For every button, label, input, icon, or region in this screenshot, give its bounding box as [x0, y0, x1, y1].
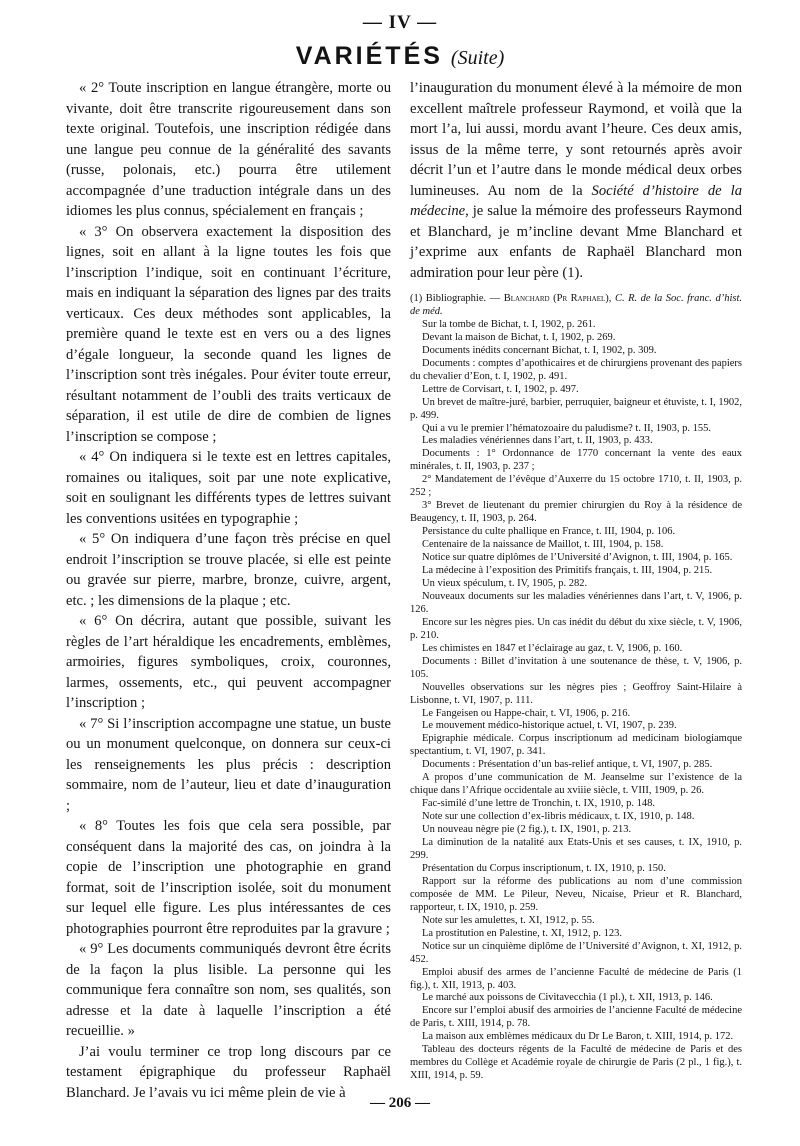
bibliography-entry: Documents inédits concernant Bichat, t. I, 1902, p. 309. [422, 344, 657, 356]
bibliography-entry: Encore sur l’emploi abusif des armoiries de l’ancienne Faculté de médecine de Paris, t. XIII, 1914, p. 78. [410, 1005, 742, 1030]
bibliography-entry: Le mouvement médico-historique actuel, t. VI, 1907, p. 239. [422, 720, 677, 732]
bibliography-entry: Nouveaux documents sur les maladies vénériennes dans l’art, t. V, 1906, p. 126. [410, 590, 742, 615]
bibliography-footnote [410, 293, 742, 1083]
bibliography-entry: Documents : Présentation d’un bas-relief antique, t. VI, 1907, p. 285. [422, 759, 713, 771]
bibliography-author: Blanchard (Pr Raphael), [503, 293, 612, 304]
bibliography-entry: Documents : Billet d’invitation à une soutenance de thèse, t. V, 1906, p. 105. [410, 655, 742, 680]
bibliography-entry: La médecine à l’exposition des Primitifs français, t. III, 1904, p. 215. [422, 565, 713, 577]
paragraph-closing: J’ai voulu terminer ce trop long discours par ce testament épigraphique du professeur Raphaël Blanchard. Je l’avais vu ici même plein de vie à [66, 1043, 391, 1101]
bibliography-entry: Notice sur quatre diplômes de l’Université d’Avignon, t. III, 1904, p. 165. [422, 552, 733, 564]
bibliography-entry: Emploi abusif des armes de l’ancienne Faculté de médecine de Paris (1 fig.), t. XII, 1913, p. 403. [410, 966, 742, 991]
bibliography-entry: Persistance du culte phallique en France, t. III, 1904, p. 106. [422, 526, 676, 538]
tribute-text-end: , je salue la mémoire des professeurs Raymond et Blanchard, je m’incline devant Mme Blanchard et j’exprime aux enfants de Raphaël Blanchard mon admiration pour leur père (1). [410, 203, 742, 281]
bibliography-entry: Le Fangeisen ou Happe-chair, t. VI, 1906, p. 216. [422, 707, 631, 719]
section-heading [0, 42, 800, 71]
bibliography-entry: Tableau des docteurs régents de la Faculté de médecine de Paris et des membres du Collège et Académie royale de chirurgie de Paris (2 pl., 1 fig.), t. XIII, 1914, p. 59. [410, 1044, 742, 1082]
running-head: — IV — [362, 12, 438, 33]
bibliography-entry: La maison aux emblèmes médicaux du Dr Le Baron, t. XIII, 1914, p. 172. [422, 1031, 734, 1043]
bibliography-entry: Un vieux spéculum, t. IV, 1905, p. 282. [422, 577, 588, 589]
bibliography-label: (1) Bibliographie. — [410, 293, 501, 304]
bibliography-journal: C. R. de la Soc. franc. d’hist. de méd. [410, 293, 742, 317]
bibliography-entry: Centenaire de la naissance de Maillot, t. III, 1904, p. 158. [422, 539, 664, 551]
bibliography-entry: Rapport sur la réforme des publications au nom d’une commission composée de MM. Le Pileur, Neveu, Nicaise, Prieur et R. Blanchard, rapporteur, t. IX, 1910, p. 259. [410, 875, 742, 913]
bibliography-heading [410, 293, 742, 319]
paragraph-rule-4: « 4° On indiquera si le texte est en lettres capitales, romaines ou italiques, soit par une note explicative, soit en soulignant les différents types de lettres suivant les conventions usitées en typographie ; [66, 449, 391, 527]
bibliography-entry: 2° Mandatement de l’évêque d’Auxerre du 15 octobre 1710, t. II, 1903, p. 252 ; [410, 474, 742, 499]
paragraph-rule-3: « 3° On observera exactement la disposition des lignes, soit en allant à la ligne toutes les fois que l’inscription l’indique, soit en continuant l’écriture, mais en indiquant la séparation des lignes par des traits verticaux. Ces deux méthodes sont applicables, la première quand le texte est en vers ou a des lignes d’égale longueur, la seconde quand les lignes de l’inscription sont très inégales. Pour éviter toute erreur, résultant notamment de l’oubli des traits verticaux de séparation, il est utile de dire de combien de lignes l’inscription se compose ; [66, 223, 391, 445]
bibliography-entry: Un brevet de maître-juré, barbier, perruquier, baigneur et étuviste, t. I, 1902, p. 499. [410, 396, 742, 421]
bibliography-entry: Présentation du Corpus inscriptionum, t. IX, 1910, p. 150. [422, 862, 666, 874]
right-column [410, 78, 742, 1083]
bibliography-entry: Lettre de Corvisart, t. I, 1902, p. 497. [422, 383, 579, 395]
bibliography-entry: Documents : comptes d’apothicaires et de chirurgiens provenant des papiers du chevalier d’Eon, t. I, 1902, p. 491. [410, 357, 742, 382]
bibliography-entry: La prostitution en Palestine, t. XI, 1912, p. 123. [422, 927, 623, 939]
paragraph-rule-6: « 6° On décrira, autant que possible, suivant les règles de l’art héraldique les encadrements, emblèmes, armoiries, figures symboliques, croix, couronnes, larmes, ossements, etc., qui peuvent accompagner l’inscription ; [66, 613, 391, 711]
bibliography-entry: Nouvelles observations sur les nègres pies ; Geoffroy Saint-Hilaire à Lisbonne, t. VI, 1907, p. 111. [410, 681, 742, 706]
bibliography-entry: Le marché aux poissons de Civitavecchia (1 pl.), t. XII, 1913, p. 146. [422, 992, 713, 1004]
bibliography-entry: Les chimistes en 1847 et l’éclairage au gaz, t. V, 1906, p. 160. [422, 642, 683, 654]
bibliography-entry: Sur la tombe de Bichat, t. I, 1902, p. 261. [422, 318, 596, 330]
tribute-text-start: l’inauguration du monument élevé à la mémoire de mon excellent maîtrele professeur Raymond, et voilà que la mort l’a, lui aussi, mordu avant l’heure. Ces deux amis, issus de la même terre, y sont retournés après avoir décrit l’un et l’autre dans le monde médical deux orbes lumineuses. Au nom de la [410, 80, 742, 199]
left-column [66, 78, 391, 1103]
bibliography-entry: 3° Brevet de lieutenant du premier chirurgien du Roy à la résidence de Beaugency, t. II, 1903, p. 264. [410, 500, 742, 525]
paragraph-tribute [410, 78, 742, 283]
paragraph-rule-9: « 9° Les documents communiqués devront être écrits de la façon la plus lisible. La personne qui les communique fera connaître son nom, ses qualités, son adresse et la date à laquelle l’inscription a été recueillie. » [66, 941, 391, 1039]
bibliography-list [410, 319, 742, 1083]
bibliography-entry: Note sur les amulettes, t. XI, 1912, p. 55. [422, 914, 595, 926]
bibliography-entry: Epigraphie médicale. Corpus inscriptionum ad medicinam biologiamque spectantium, t. VI, 1907, p. 341. [410, 733, 742, 758]
society-name: Société d’histoire de la médecine [410, 182, 742, 219]
bibliography-entry: Qui a vu le premier l’hématozoaire du paludisme? t. II, 1903, p. 155. [422, 422, 711, 434]
paragraph-rule-2: « 2° Toute inscription en langue étrangère, morte ou vivante, doit être transcrite rigoureusement dans son texte original. Toutefois, une inscription rédigée dans une langue peu connue de la généralité des savants (russe, polonais, etc.) pourra être utilement accompagnée d’une traduction intégrale dans un des idiomes les plus connus, spécialement en français ; [66, 80, 391, 219]
bibliography-entry: Documents : 1° Ordonnance de 1770 concernant la vente des eaux minérales, t. II, 1903, p. 237 ; [410, 448, 742, 473]
bibliography-entry: Notice sur un cinquième diplôme de l’Université d’Avignon, t. XI, 1912, p. 452. [410, 940, 742, 965]
bibliography-entry: Un nouveau nègre pie (2 fig.), t. IX, 1901, p. 213. [422, 824, 632, 836]
section-subtitle: (Suite) [450, 47, 505, 69]
bibliography-entry: Devant la maison de Bichat, t. I, 1902, p. 269. [422, 331, 616, 343]
bibliography-entry: La diminution de la natalité aux Etats-Unis et ses causes, t. IX, 1910, p. 299. [410, 837, 742, 861]
paragraph-rule-5: « 5° On indiquera d’une façon très précise en quel endroit l’inscription se trouve placée, si elle est peinte ou gravée sur pierre, marbre, bronze, cuivre, argent, etc. ; les dimensions de la plaque ; etc. [66, 531, 391, 609]
bibliography-entry: Note sur une collection d’ex-libris médicaux, t. IX, 1910, p. 148. [422, 811, 695, 823]
bibliography-entry: Encore sur les nègres pies. Un cas inédit du début du xixe siècle, t. V, 1906, p. 210. [410, 616, 742, 641]
bibliography-entry: Les maladies vénériennes dans l’art, t. II, 1903, p. 433. [422, 435, 653, 447]
section-title: VARIÉTÉS [295, 42, 443, 70]
page-number: — 206 — [370, 1095, 430, 1111]
bibliography-entry: A propos d’une communication de M. Jeanselme sur l’existence de la chique dans l’Afrique occidentale au xviiie siècle, t. VIII, 1909, p. 26. [410, 772, 742, 797]
bibliography-entry: Fac-similé d’une lettre de Tronchin, t. IX, 1910, p. 148. [422, 798, 656, 810]
paragraph-rule-8: « 8° Toutes les fois que cela sera possible, par conséquent dans la majorité des cas, on joindra à la copie de l’inscription une photographie en grand format, soit de l’inscription isolée, soit du monument sur lequel elle figure. Les plus intéressantes de ces photographies pourront être reproduites par la gravure ; [66, 818, 391, 937]
paragraph-rule-7: « 7° Si l’inscription accompagne une statue, un buste ou un monument quelconque, on donnera sur ceux-ci les renseignements les plus précis : description sommaire, nom de l’auteur, lieu et date d’inauguration ; [66, 715, 391, 814]
